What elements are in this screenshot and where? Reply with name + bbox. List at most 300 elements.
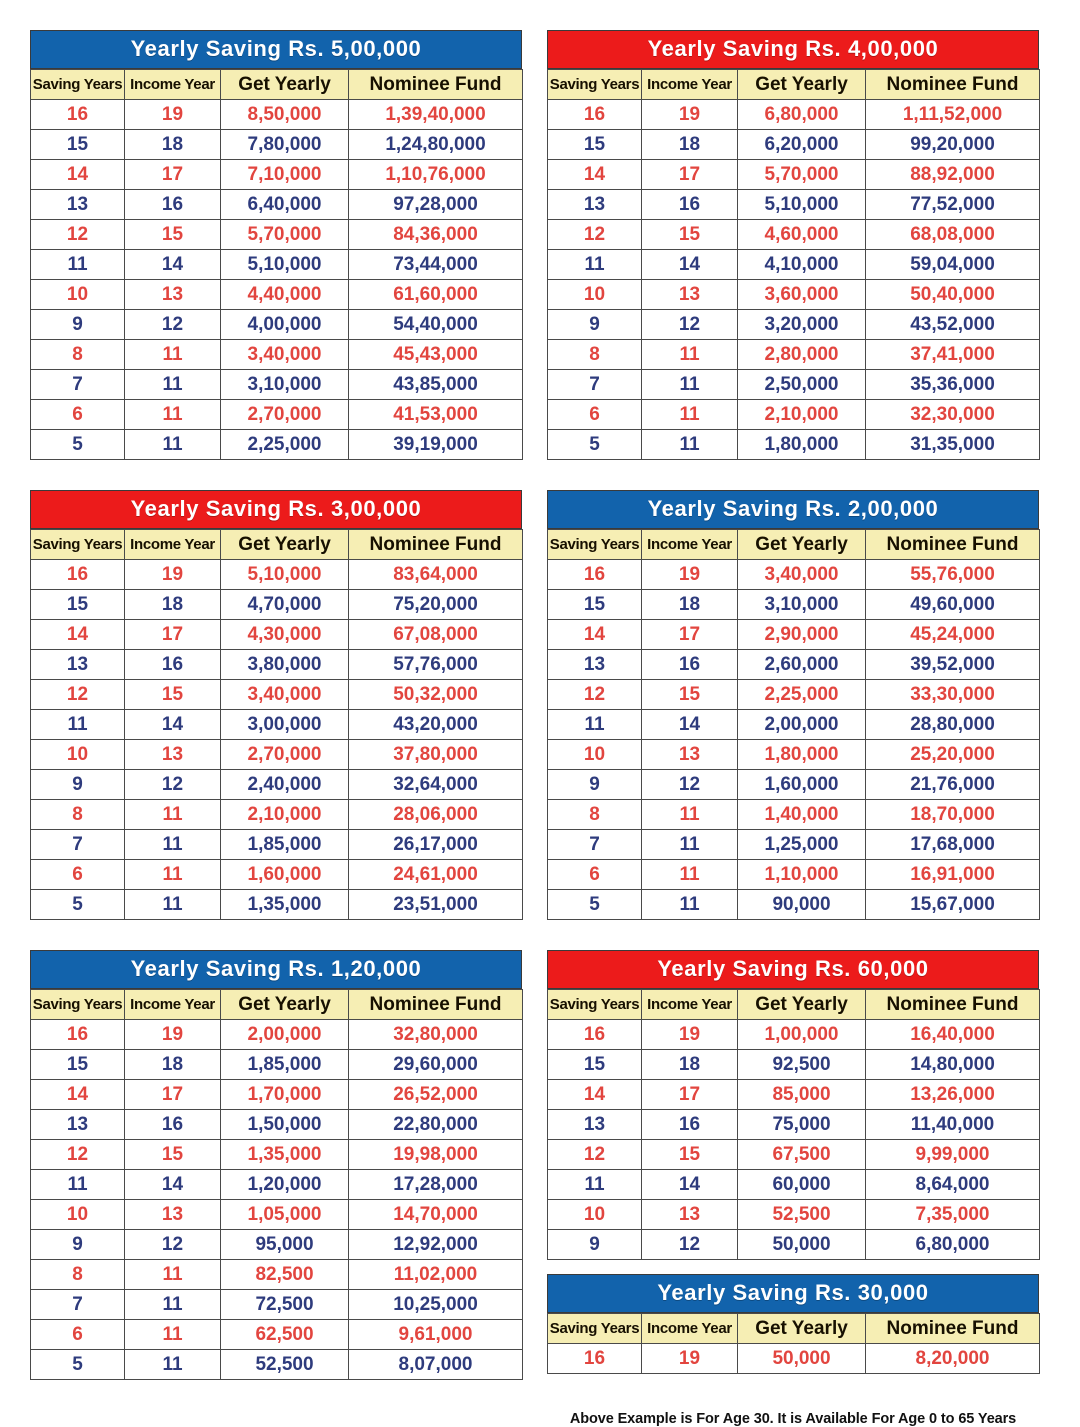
table-row (31, 890, 523, 920)
table-row (548, 860, 1040, 890)
cell-nominee-fund: 19,98,000 (349, 1140, 523, 1170)
cell-get-yearly: 92,500 (738, 1050, 866, 1080)
cell-get-yearly: 4,10,000 (738, 250, 866, 280)
right-column (547, 30, 1039, 1427)
cell-income-year: 13 (642, 1200, 738, 1230)
cell-income-year: 11 (642, 400, 738, 430)
column-header-nominee-fund: Nominee Fund (349, 990, 523, 1020)
table-row (548, 1230, 1040, 1260)
column-header-income-year: Income Year (642, 530, 738, 560)
cell-income-year: 15 (125, 1140, 221, 1170)
savings-table (30, 69, 523, 460)
cell-income-year: 16 (125, 190, 221, 220)
cell-get-yearly: 6,80,000 (738, 100, 866, 130)
cell-nominee-fund: 67,08,000 (349, 620, 523, 650)
table-row (548, 1170, 1040, 1200)
cell-get-yearly: 2,25,000 (738, 680, 866, 710)
cell-get-yearly: 2,70,000 (221, 400, 349, 430)
cell-nominee-fund: 22,80,000 (349, 1110, 523, 1140)
cell-saving-years: 8 (31, 340, 125, 370)
cell-saving-years: 16 (548, 1344, 642, 1374)
cell-get-yearly: 2,00,000 (738, 710, 866, 740)
cell-nominee-fund: 77,52,000 (866, 190, 1040, 220)
cell-income-year: 11 (125, 340, 221, 370)
cell-get-yearly: 1,70,000 (221, 1080, 349, 1110)
cell-nominee-fund: 83,64,000 (349, 560, 523, 590)
cell-nominee-fund: 16,91,000 (866, 860, 1040, 890)
cell-income-year: 16 (642, 650, 738, 680)
cell-saving-years: 9 (548, 1230, 642, 1260)
table-row (31, 1350, 523, 1380)
table-header-row (548, 990, 1040, 1020)
table-row (31, 400, 523, 430)
cell-nominee-fund: 8,64,000 (866, 1170, 1040, 1200)
cell-income-year: 19 (125, 1020, 221, 1050)
cell-nominee-fund: 49,60,000 (866, 590, 1040, 620)
cell-get-yearly: 1,50,000 (221, 1110, 349, 1140)
cell-get-yearly: 85,000 (738, 1080, 866, 1110)
cell-get-yearly: 5,70,000 (221, 220, 349, 250)
cell-income-year: 11 (642, 370, 738, 400)
cell-income-year: 19 (125, 560, 221, 590)
table-row (548, 280, 1040, 310)
column-header-saving-years: Saving Years (548, 530, 642, 560)
table-row (31, 1140, 523, 1170)
table-row (31, 590, 523, 620)
cell-saving-years: 16 (548, 1020, 642, 1050)
cell-get-yearly: 1,10,000 (738, 860, 866, 890)
table-row (548, 1080, 1040, 1110)
cell-saving-years: 13 (548, 650, 642, 680)
cell-income-year: 11 (642, 860, 738, 890)
cell-get-yearly: 4,00,000 (221, 310, 349, 340)
cell-get-yearly: 72,500 (221, 1290, 349, 1320)
cell-nominee-fund: 8,20,000 (866, 1344, 1040, 1374)
cell-income-year: 11 (125, 890, 221, 920)
cell-saving-years: 16 (548, 100, 642, 130)
cell-saving-years: 5 (548, 430, 642, 460)
cell-saving-years: 16 (31, 1020, 125, 1050)
column-header-saving-years: Saving Years (548, 1314, 642, 1344)
cell-saving-years: 13 (548, 1110, 642, 1140)
cell-saving-years: 13 (548, 190, 642, 220)
table-row (548, 370, 1040, 400)
cell-saving-years: 5 (31, 890, 125, 920)
column-header-saving-years: Saving Years (31, 70, 125, 100)
cell-saving-years: 8 (548, 800, 642, 830)
cell-income-year: 19 (642, 1020, 738, 1050)
cell-nominee-fund: 28,06,000 (349, 800, 523, 830)
cell-saving-years: 7 (548, 830, 642, 860)
cell-nominee-fund: 31,35,000 (866, 430, 1040, 460)
cell-income-year: 12 (642, 310, 738, 340)
cell-saving-years: 10 (31, 1200, 125, 1230)
table-row (31, 100, 523, 130)
cell-income-year: 15 (642, 680, 738, 710)
cell-income-year: 13 (125, 740, 221, 770)
cell-get-yearly: 4,40,000 (221, 280, 349, 310)
cell-income-year: 15 (642, 1140, 738, 1170)
cell-get-yearly: 60,000 (738, 1170, 866, 1200)
table-row (548, 340, 1040, 370)
cell-nominee-fund: 99,20,000 (866, 130, 1040, 160)
cell-income-year: 15 (125, 680, 221, 710)
cell-income-year: 16 (125, 1110, 221, 1140)
cell-saving-years: 12 (31, 1140, 125, 1170)
cell-nominee-fund: 37,80,000 (349, 740, 523, 770)
column-header-nominee-fund: Nominee Fund (866, 530, 1040, 560)
cell-nominee-fund: 32,80,000 (349, 1020, 523, 1050)
cell-saving-years: 12 (548, 220, 642, 250)
column-header-nominee-fund: Nominee Fund (349, 530, 523, 560)
cell-get-yearly: 4,30,000 (221, 620, 349, 650)
cell-get-yearly: 50,000 (738, 1344, 866, 1374)
cell-saving-years: 9 (31, 770, 125, 800)
table-row (31, 280, 523, 310)
cell-get-yearly: 90,000 (738, 890, 866, 920)
savings-table-card (547, 1274, 1039, 1374)
cell-income-year: 19 (642, 100, 738, 130)
cell-income-year: 17 (642, 1080, 738, 1110)
cell-income-year: 13 (125, 1200, 221, 1230)
cell-saving-years: 15 (548, 590, 642, 620)
table-row (548, 130, 1040, 160)
cell-saving-years: 7 (31, 370, 125, 400)
table-title: Yearly Saving Rs. 3,00,000 (30, 490, 522, 529)
cell-income-year: 11 (125, 400, 221, 430)
cell-income-year: 11 (125, 860, 221, 890)
cell-income-year: 13 (642, 740, 738, 770)
table-row (31, 1020, 523, 1050)
table-row (548, 830, 1040, 860)
cell-income-year: 19 (642, 560, 738, 590)
cell-nominee-fund: 21,76,000 (866, 770, 1040, 800)
column-header-income-year: Income Year (642, 70, 738, 100)
table-row (31, 250, 523, 280)
table-row (548, 1110, 1040, 1140)
cell-saving-years: 12 (548, 1140, 642, 1170)
table-row (31, 220, 523, 250)
cell-nominee-fund: 50,40,000 (866, 280, 1040, 310)
cell-saving-years: 10 (31, 740, 125, 770)
cell-get-yearly: 5,10,000 (221, 560, 349, 590)
cell-get-yearly: 3,00,000 (221, 710, 349, 740)
cell-get-yearly: 52,500 (738, 1200, 866, 1230)
cell-income-year: 16 (642, 1110, 738, 1140)
cell-get-yearly: 82,500 (221, 1260, 349, 1290)
cell-nominee-fund: 13,26,000 (866, 1080, 1040, 1110)
cell-saving-years: 7 (548, 370, 642, 400)
table-row (31, 560, 523, 590)
column-header-nominee-fund: Nominee Fund (866, 70, 1040, 100)
cell-nominee-fund: 54,40,000 (349, 310, 523, 340)
table-row (31, 1200, 523, 1230)
cell-income-year: 17 (125, 1080, 221, 1110)
cell-income-year: 16 (125, 650, 221, 680)
cell-saving-years: 13 (31, 190, 125, 220)
table-row (31, 1230, 523, 1260)
cell-nominee-fund: 24,61,000 (349, 860, 523, 890)
cell-nominee-fund: 59,04,000 (866, 250, 1040, 280)
cell-nominee-fund: 8,07,000 (349, 1350, 523, 1380)
cell-nominee-fund: 11,02,000 (349, 1260, 523, 1290)
table-row (548, 1050, 1040, 1080)
table-row (31, 430, 523, 460)
table-row (548, 680, 1040, 710)
cell-saving-years: 15 (31, 130, 125, 160)
cell-saving-years: 10 (548, 740, 642, 770)
cell-income-year: 18 (642, 130, 738, 160)
cell-nominee-fund: 1,39,40,000 (349, 100, 523, 130)
cell-saving-years: 15 (548, 1050, 642, 1080)
cell-income-year: 11 (125, 1290, 221, 1320)
cell-get-yearly: 8,50,000 (221, 100, 349, 130)
tables-grid (30, 30, 1050, 1427)
cell-saving-years: 11 (548, 1170, 642, 1200)
cell-income-year: 14 (642, 1170, 738, 1200)
table-row (31, 1050, 523, 1080)
table-row (31, 620, 523, 650)
table-row (548, 310, 1040, 340)
cell-nominee-fund: 28,80,000 (866, 710, 1040, 740)
cell-income-year: 13 (642, 280, 738, 310)
cell-nominee-fund: 23,51,000 (349, 890, 523, 920)
cell-saving-years: 8 (548, 340, 642, 370)
table-row (548, 740, 1040, 770)
cell-get-yearly: 1,00,000 (738, 1020, 866, 1050)
cell-saving-years: 15 (31, 1050, 125, 1080)
cell-saving-years: 12 (31, 220, 125, 250)
cell-get-yearly: 2,50,000 (738, 370, 866, 400)
cell-nominee-fund: 45,24,000 (866, 620, 1040, 650)
cell-saving-years: 11 (31, 1170, 125, 1200)
table-row (31, 190, 523, 220)
table-title: Yearly Saving Rs. 1,20,000 (30, 950, 522, 989)
cell-income-year: 11 (125, 1320, 221, 1350)
cell-get-yearly: 4,70,000 (221, 590, 349, 620)
table-row (31, 710, 523, 740)
cell-get-yearly: 3,40,000 (738, 560, 866, 590)
table-row (548, 1020, 1040, 1050)
table-row (31, 1080, 523, 1110)
table-title: Yearly Saving Rs. 30,000 (547, 1274, 1039, 1313)
table-row (548, 590, 1040, 620)
table-header-row (548, 70, 1040, 100)
column-header-get-yearly: Get Yearly (738, 530, 866, 560)
cell-get-yearly: 52,500 (221, 1350, 349, 1380)
cell-nominee-fund: 75,20,000 (349, 590, 523, 620)
cell-income-year: 11 (125, 1350, 221, 1380)
savings-table-card (30, 950, 522, 1380)
cell-saving-years: 11 (31, 250, 125, 280)
cell-get-yearly: 1,25,000 (738, 830, 866, 860)
cell-nominee-fund: 39,19,000 (349, 430, 523, 460)
table-title: Yearly Saving Rs. 5,00,000 (30, 30, 522, 69)
cell-nominee-fund: 26,52,000 (349, 1080, 523, 1110)
savings-table-card (547, 490, 1039, 920)
cell-income-year: 11 (642, 890, 738, 920)
cell-saving-years: 9 (31, 310, 125, 340)
cell-income-year: 14 (642, 250, 738, 280)
cell-saving-years: 6 (548, 400, 642, 430)
cell-saving-years: 8 (31, 1260, 125, 1290)
cell-income-year: 18 (642, 590, 738, 620)
cell-nominee-fund: 55,76,000 (866, 560, 1040, 590)
table-row (31, 310, 523, 340)
table-row (31, 770, 523, 800)
savings-table (547, 1313, 1040, 1374)
table-row (548, 1344, 1040, 1374)
column-header-get-yearly: Get Yearly (738, 990, 866, 1020)
table-row (548, 650, 1040, 680)
cell-get-yearly: 3,20,000 (738, 310, 866, 340)
cell-income-year: 11 (642, 430, 738, 460)
table-row (548, 250, 1040, 280)
table-title: Yearly Saving Rs. 60,000 (547, 950, 1039, 989)
cell-get-yearly: 2,10,000 (738, 400, 866, 430)
cell-get-yearly: 75,000 (738, 1110, 866, 1140)
savings-table (547, 529, 1040, 920)
column-header-nominee-fund: Nominee Fund (349, 70, 523, 100)
cell-nominee-fund: 9,61,000 (349, 1320, 523, 1350)
cell-saving-years: 12 (31, 680, 125, 710)
cell-get-yearly: 95,000 (221, 1230, 349, 1260)
cell-income-year: 12 (642, 1230, 738, 1260)
cell-get-yearly: 6,20,000 (738, 130, 866, 160)
savings-table (30, 529, 523, 920)
table-row (548, 560, 1040, 590)
cell-income-year: 15 (125, 220, 221, 250)
table-row (548, 160, 1040, 190)
cell-get-yearly: 1,35,000 (221, 890, 349, 920)
cell-saving-years: 10 (548, 1200, 642, 1230)
savings-table-card (30, 30, 522, 460)
cell-saving-years: 9 (31, 1230, 125, 1260)
cell-saving-years: 5 (548, 890, 642, 920)
table-row (548, 710, 1040, 740)
cell-saving-years: 9 (548, 310, 642, 340)
cell-nominee-fund: 37,41,000 (866, 340, 1040, 370)
cell-nominee-fund: 97,28,000 (349, 190, 523, 220)
cell-get-yearly: 7,10,000 (221, 160, 349, 190)
cell-nominee-fund: 1,24,80,000 (349, 130, 523, 160)
cell-nominee-fund: 15,67,000 (866, 890, 1040, 920)
cell-nominee-fund: 88,92,000 (866, 160, 1040, 190)
cell-saving-years: 6 (31, 1320, 125, 1350)
cell-get-yearly: 2,40,000 (221, 770, 349, 800)
cell-saving-years: 5 (31, 430, 125, 460)
cell-get-yearly: 2,70,000 (221, 740, 349, 770)
cell-nominee-fund: 16,40,000 (866, 1020, 1040, 1050)
column-header-nominee-fund: Nominee Fund (866, 1314, 1040, 1344)
cell-income-year: 17 (642, 620, 738, 650)
column-header-get-yearly: Get Yearly (738, 70, 866, 100)
cell-saving-years: 16 (548, 560, 642, 590)
cell-nominee-fund: 68,08,000 (866, 220, 1040, 250)
table-row (31, 130, 523, 160)
column-header-saving-years: Saving Years (548, 70, 642, 100)
cell-get-yearly: 1,80,000 (738, 430, 866, 460)
cell-income-year: 11 (642, 800, 738, 830)
cell-income-year: 12 (125, 310, 221, 340)
table-row (548, 1200, 1040, 1230)
cell-get-yearly: 3,80,000 (221, 650, 349, 680)
column-header-nominee-fund: Nominee Fund (866, 990, 1040, 1020)
column-header-saving-years: Saving Years (31, 530, 125, 560)
cell-nominee-fund: 17,68,000 (866, 830, 1040, 860)
column-header-get-yearly: Get Yearly (221, 70, 349, 100)
savings-table-card (547, 30, 1039, 460)
left-column (30, 30, 522, 1380)
cell-nominee-fund: 61,60,000 (349, 280, 523, 310)
cell-get-yearly: 1,20,000 (221, 1170, 349, 1200)
cell-income-year: 14 (125, 710, 221, 740)
cell-get-yearly: 2,00,000 (221, 1020, 349, 1050)
cell-get-yearly: 62,500 (221, 1320, 349, 1350)
cell-nominee-fund: 35,36,000 (866, 370, 1040, 400)
cell-get-yearly: 3,10,000 (221, 370, 349, 400)
cell-income-year: 11 (642, 830, 738, 860)
cell-nominee-fund: 29,60,000 (349, 1050, 523, 1080)
cell-get-yearly: 1,85,000 (221, 830, 349, 860)
table-row (548, 220, 1040, 250)
cell-saving-years: 10 (31, 280, 125, 310)
cell-nominee-fund: 84,36,000 (349, 220, 523, 250)
cell-saving-years: 14 (31, 1080, 125, 1110)
cell-nominee-fund: 32,64,000 (349, 770, 523, 800)
cell-saving-years: 7 (31, 830, 125, 860)
cell-income-year: 18 (125, 590, 221, 620)
column-header-get-yearly: Get Yearly (221, 990, 349, 1020)
table-title: Yearly Saving Rs. 2,00,000 (547, 490, 1039, 529)
cell-nominee-fund: 7,35,000 (866, 1200, 1040, 1230)
cell-get-yearly: 1,40,000 (738, 800, 866, 830)
cell-saving-years: 16 (31, 560, 125, 590)
cell-get-yearly: 2,10,000 (221, 800, 349, 830)
table-row (31, 680, 523, 710)
column-header-get-yearly: Get Yearly (738, 1314, 866, 1344)
cell-nominee-fund: 45,43,000 (349, 340, 523, 370)
table-row (31, 340, 523, 370)
savings-table (30, 989, 523, 1380)
cell-nominee-fund: 43,52,000 (866, 310, 1040, 340)
cell-income-year: 11 (642, 340, 738, 370)
cell-nominee-fund: 57,76,000 (349, 650, 523, 680)
cell-saving-years: 14 (548, 1080, 642, 1110)
cell-nominee-fund: 14,70,000 (349, 1200, 523, 1230)
column-header-income-year: Income Year (642, 1314, 738, 1344)
cell-income-year: 12 (642, 770, 738, 800)
cell-nominee-fund: 39,52,000 (866, 650, 1040, 680)
cell-nominee-fund: 1,10,76,000 (349, 160, 523, 190)
cell-nominee-fund: 9,99,000 (866, 1140, 1040, 1170)
cell-get-yearly: 1,60,000 (738, 770, 866, 800)
column-header-income-year: Income Year (642, 990, 738, 1020)
cell-get-yearly: 2,60,000 (738, 650, 866, 680)
cell-income-year: 14 (642, 710, 738, 740)
cell-income-year: 16 (642, 190, 738, 220)
cell-nominee-fund: 50,32,000 (349, 680, 523, 710)
cell-income-year: 14 (125, 1170, 221, 1200)
cell-nominee-fund: 26,17,000 (349, 830, 523, 860)
cell-get-yearly: 5,70,000 (738, 160, 866, 190)
cell-nominee-fund: 43,20,000 (349, 710, 523, 740)
cell-nominee-fund: 18,70,000 (866, 800, 1040, 830)
cell-income-year: 18 (642, 1050, 738, 1080)
table-row (548, 1140, 1040, 1170)
cell-income-year: 18 (125, 130, 221, 160)
cell-nominee-fund: 25,20,000 (866, 740, 1040, 770)
